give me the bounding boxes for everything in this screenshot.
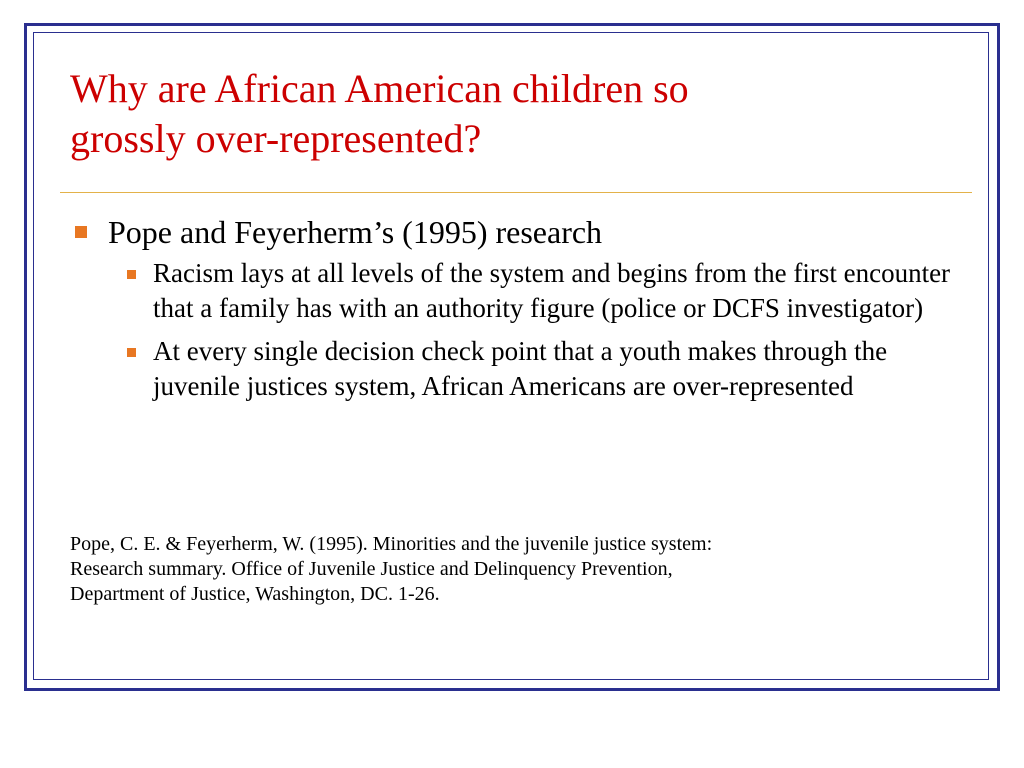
title-divider <box>60 192 972 193</box>
bullet-item <box>70 210 970 254</box>
title-line-1: Why are African American children so <box>70 66 689 111</box>
sub-bullet-item <box>122 334 970 404</box>
slide-title <box>70 64 950 164</box>
sub-bullet-text: At every single decision check point that a youth makes through the juvenile justices system, African Americans are over-represented <box>153 336 888 401</box>
reference-citation <box>70 532 989 607</box>
bullet-text: Pope and Feyerherm’s (1995) research <box>108 214 603 250</box>
sub-bullet-list <box>122 256 970 404</box>
sub-bullet-text: Racism lays at all levels of the system and begins from the first encounter that a family has with an authority figure (police or DCFS investigator) <box>153 258 951 323</box>
reference-line-1: Pope, C. E. & Feyerherm, W. (1995). Minorities and the juvenile justice system: <box>70 533 713 555</box>
square-bullet-icon <box>75 226 87 238</box>
reference-line-3: Department of Justice, Washington, DC. 1-26. <box>70 583 440 605</box>
reference-line-2: Research summary. Office of Juvenile Justice and Delinquency Prevention, <box>70 558 673 580</box>
bullet-list <box>70 210 970 412</box>
square-bullet-icon <box>127 348 136 357</box>
square-bullet-icon <box>127 270 136 279</box>
sub-bullet-item <box>122 256 970 326</box>
title-line-2: grossly over-represented? <box>70 116 482 161</box>
